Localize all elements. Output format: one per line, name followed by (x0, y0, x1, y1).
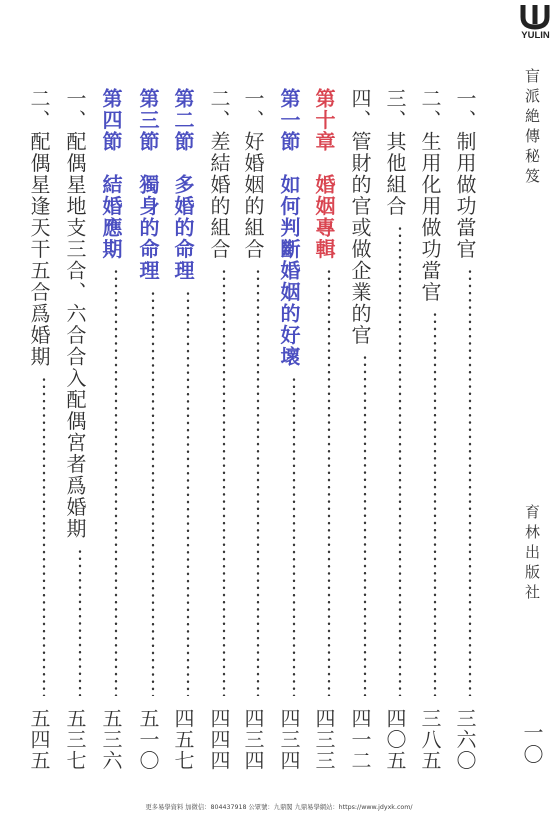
publisher-name: 育林出版社 (523, 504, 541, 604)
toc-entry (455, 0, 485, 829)
footer-note: 更多易學資料 加微信：804437918 公眾號：九鼎閣 九鼎易學網站：https://www.jdyxk.com/ (145, 804, 413, 811)
toc-entry-title: 四、管財的官或做企業的官 (348, 88, 372, 346)
toc-entry-page: 五三六 (99, 708, 123, 771)
toc-entry-page: 五三七 (63, 708, 87, 771)
toc-entry (420, 0, 450, 829)
series-title: 盲派絶傳秘笈 (523, 68, 541, 188)
toc-entry-title: 第十章 婚姻專輯 (312, 88, 336, 260)
toc-entry-page: 四一二 (348, 708, 372, 771)
toc-dot-leader (256, 268, 260, 696)
toc-dot-leader (151, 290, 155, 696)
toc-entry (279, 0, 309, 829)
yulin-logo-icon (519, 2, 551, 30)
toc-entry (209, 0, 239, 829)
toc-entry (243, 0, 273, 829)
toc-entry (173, 0, 203, 829)
toc-entry-title: 一、配偶星地支三合、六合合入配偶宮者爲婚期 (63, 88, 87, 540)
page-number: 一〇 (520, 722, 544, 766)
toc-entry-page: 三六〇 (453, 708, 477, 771)
toc-entry-title: 三、其他組合 (383, 88, 407, 217)
logo-wordmark: YULIN (521, 30, 550, 41)
toc-dot-leader (186, 290, 190, 696)
toc-entry-page: 五四五 (27, 708, 51, 771)
toc-entry-title: 第一節 如何判斷婚姻的好壞 (277, 88, 301, 368)
toc-entry (29, 0, 59, 829)
toc-entry (65, 0, 95, 829)
toc-dot-leader (292, 376, 296, 696)
toc-dot-leader (468, 268, 472, 696)
toc-dot-leader (433, 311, 437, 696)
toc-entry-page: 四四四 (207, 708, 231, 771)
toc-entry-page: 四三四 (241, 708, 265, 771)
toc-entry (314, 0, 344, 829)
toc-dot-leader (114, 268, 118, 696)
toc-dot-leader (327, 268, 331, 696)
toc-dot-leader (363, 354, 367, 696)
toc-entry (138, 0, 168, 829)
toc-entry-page: 四五七 (171, 708, 195, 771)
toc-entry-page: 四〇五 (383, 708, 407, 771)
toc-entry (350, 0, 380, 829)
toc-entry-page: 三八五 (418, 708, 442, 771)
toc-entry-page: 四三四 (277, 708, 301, 771)
toc-entry-title: 一、好婚姻的組合 (241, 88, 265, 260)
toc-dot-leader (42, 376, 46, 696)
toc-entry-title: 一、制用做功當官 (453, 88, 477, 260)
toc-entry-title: 第三節 獨身的命理 (136, 88, 160, 282)
toc-entry-title: 二、差結婚的組合 (207, 88, 231, 260)
toc-entry-title: 第四節 結婚應期 (99, 88, 123, 260)
toc-entry-page: 四三三 (312, 708, 336, 771)
publisher-logo (513, 2, 558, 42)
toc-entry-page: 五一〇 (136, 708, 160, 771)
toc-entry-title: 二、配偶星逢天干五合爲婚期 (27, 88, 51, 368)
toc-entry (385, 0, 415, 829)
toc-dot-leader (222, 268, 226, 696)
toc-entry (101, 0, 131, 829)
toc-entry-title: 第二節 多婚的命理 (171, 88, 195, 282)
toc-dot-leader (398, 225, 402, 696)
toc-entry-title: 二、生用化用做功當官 (418, 88, 442, 303)
toc-dot-leader (78, 548, 82, 696)
